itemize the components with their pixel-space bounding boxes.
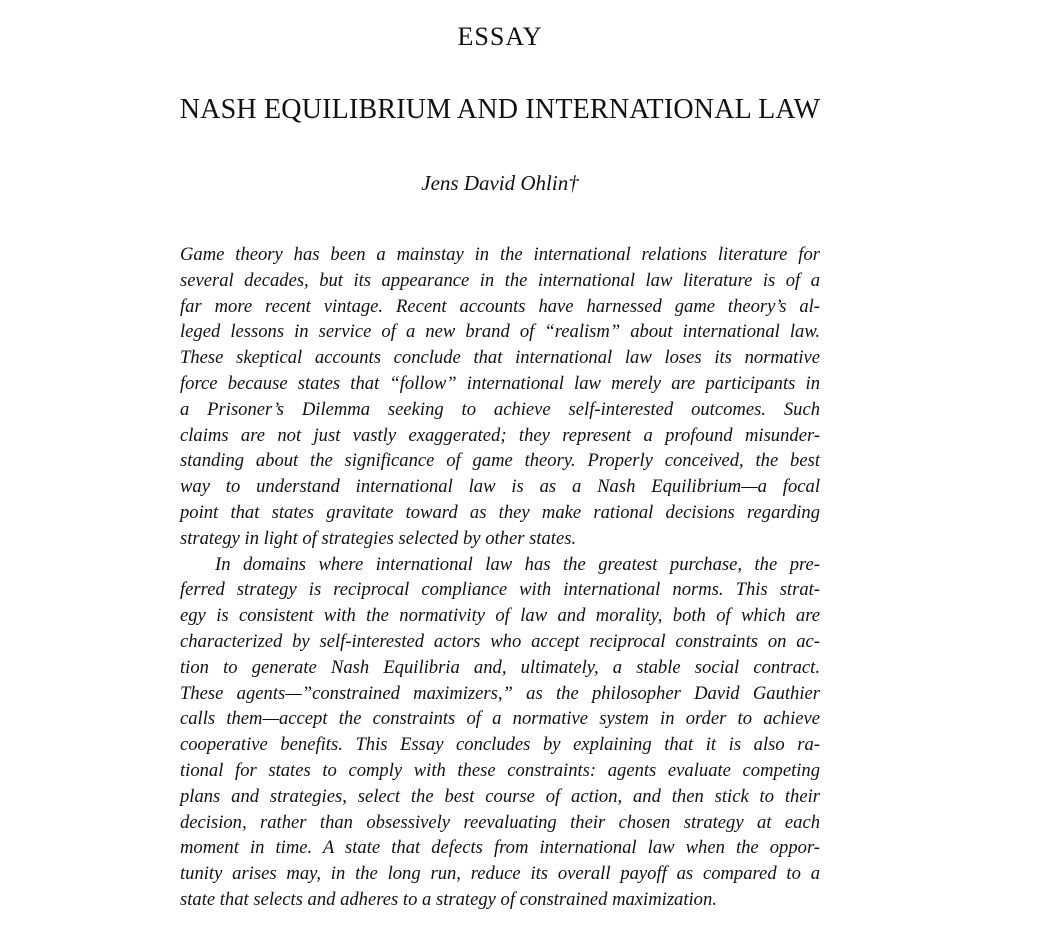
text-line: state that selects and adheres to a strategy of constrained maximization. xyxy=(180,888,717,910)
text-line: far more recent vintage. Recent accounts have harnessed game theory’s al- xyxy=(180,295,820,317)
text-line: force because states that “follow” international law merely are participants in xyxy=(180,372,820,394)
text-line: strategy in light of strategies selected by other states. xyxy=(180,527,577,549)
text-line: These skeptical accounts conclude that international law loses its normative xyxy=(180,347,820,369)
text-line: several decades, but its appearance in the international law literature is of a xyxy=(180,269,820,291)
text-line: way to understand international law is as a Nash Equilibrium—a focal xyxy=(180,476,820,498)
abstract-paragraph-2 xyxy=(180,552,820,913)
text-line: leged lessons in service of a new brand of “realism” about international law. xyxy=(180,321,820,343)
abstract-paragraph-1 xyxy=(180,242,820,552)
essay-title: NASH EQUILIBRIUM AND INTERNATIONAL LAW xyxy=(179,94,821,125)
section-label: ESSAY xyxy=(457,22,543,51)
text-line: calls them—accept the constraints of a normative system in order to achieve xyxy=(180,708,820,730)
text-line: point that states gravitate toward as they make rational decisions regarding xyxy=(180,501,820,523)
text-line: Game theory has been a mainstay in the international relations literature for xyxy=(180,244,820,265)
text-line: In domains where international law has the greatest purchase, the pre- xyxy=(215,553,820,575)
text-line: moment in time. A state that defects from international law when the oppor- xyxy=(180,837,820,859)
text-line: tunity arises may, in the long run, reduce its overall payoff as compared to a xyxy=(180,863,820,885)
text-line: cooperative benefits. This Essay concludes by explaining that it is also ra- xyxy=(180,734,820,756)
text-line: These agents—”constrained maximizers,” as the philosopher David Gauthier xyxy=(180,682,820,704)
text-line: characterized by self-interested actors who accept reciprocal constraints on ac- xyxy=(180,630,820,652)
text-line: ferred strategy is reciprocal compliance with international norms. This strat- xyxy=(180,579,820,601)
text-line: egy is consistent with the normativity of law and morality, both of which are xyxy=(180,605,820,627)
text-line: standing about the significance of game theory. Properly conceived, the best xyxy=(180,450,820,472)
text-line: tional for states to comply with these constraints: agents evaluate competing xyxy=(180,759,820,781)
text-line: tion to generate Nash Equilibria and, ultimately, a stable social contract. xyxy=(180,656,820,678)
text-line: plans and strategies, select the best course of action, and then stick to their xyxy=(180,785,820,807)
text-line: a Prisoner’s Dilemma seeking to achieve self-interested outcomes. Such xyxy=(180,398,820,420)
text-line: claims are not just vastly exaggerated; they represent a profound misunder- xyxy=(180,424,820,446)
author-name: Jens David Ohlin† xyxy=(421,171,579,195)
abstract xyxy=(180,242,820,913)
text-line: decision, rather than obsessively reevaluating their chosen strategy at each xyxy=(180,811,820,833)
